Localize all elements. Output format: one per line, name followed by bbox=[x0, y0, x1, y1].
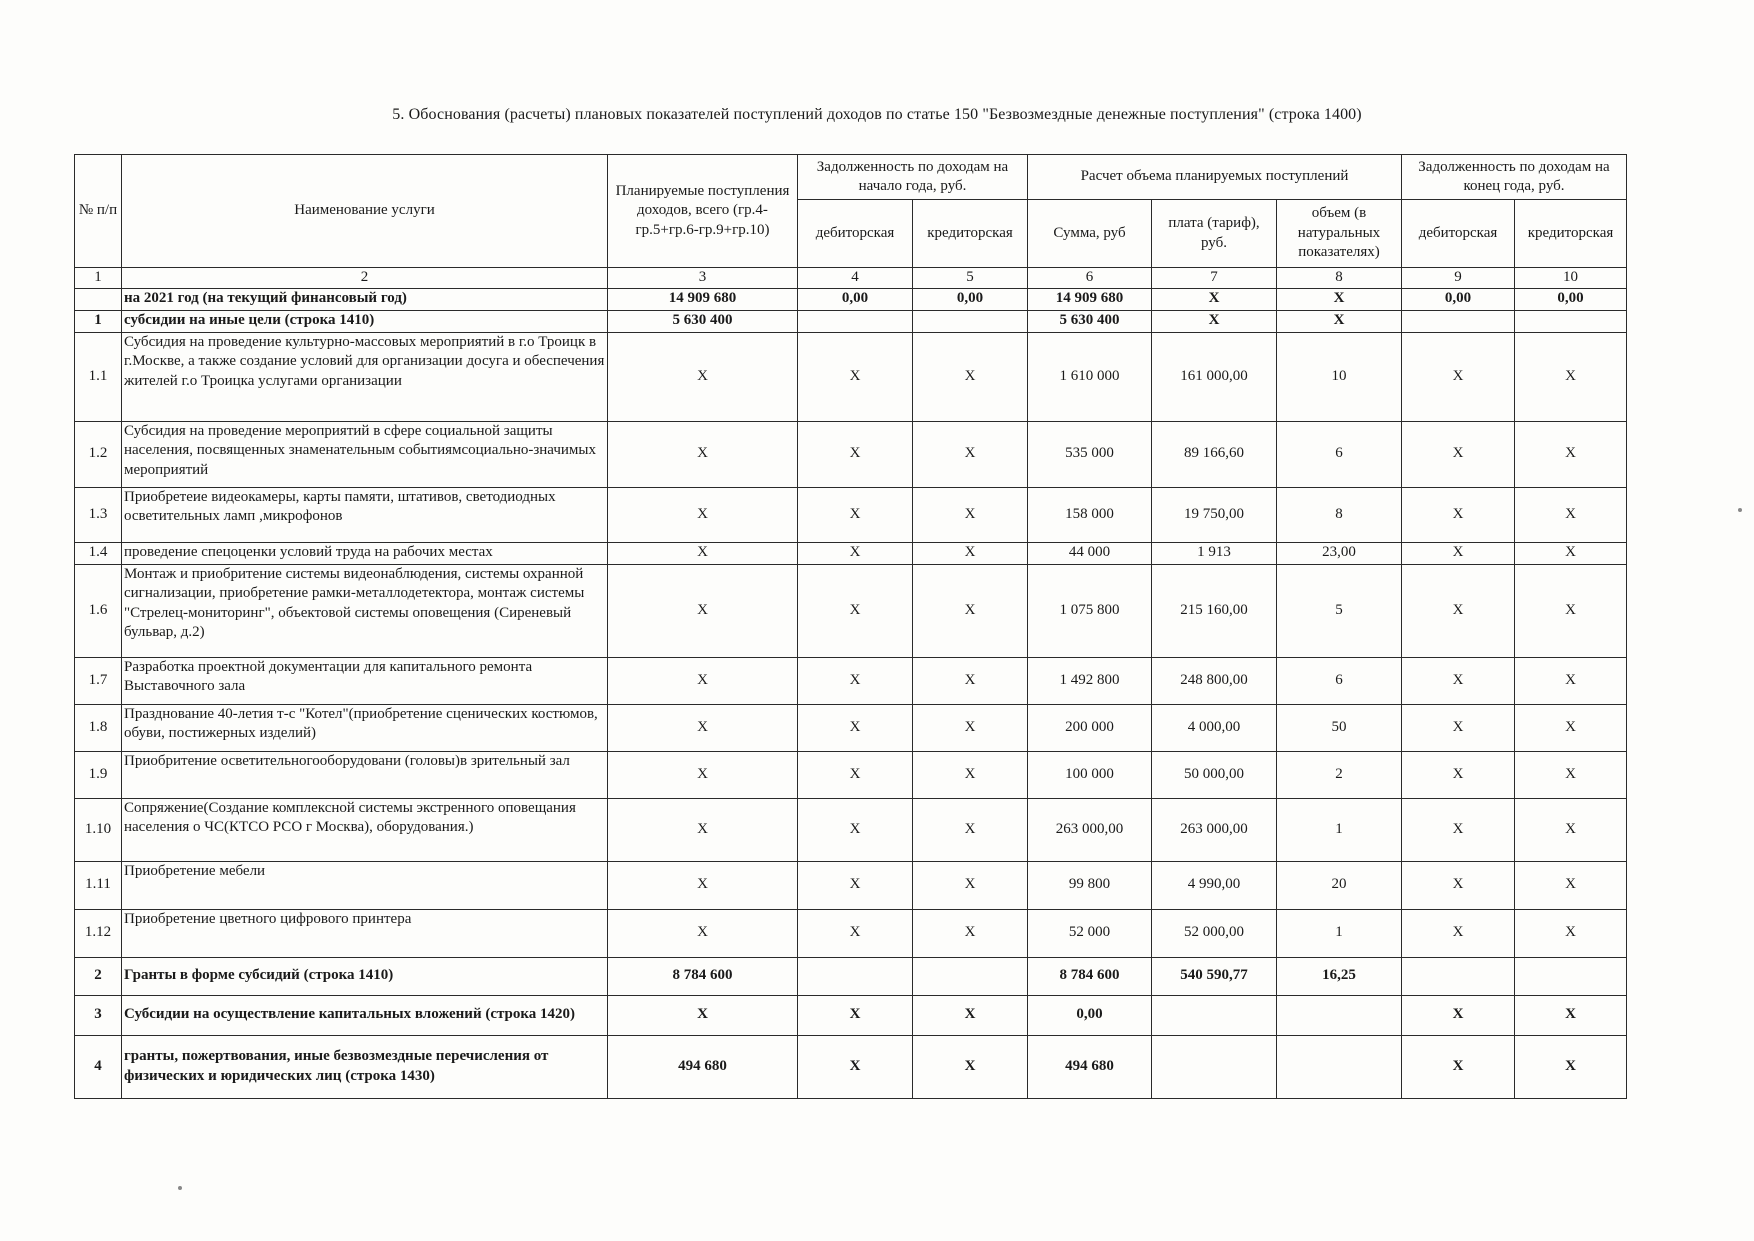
row-planned: Х bbox=[608, 487, 798, 542]
header-calc: Расчет объема планируемых поступлений bbox=[1028, 155, 1402, 200]
row-credit-end bbox=[1515, 957, 1627, 995]
row-credit-end: Х bbox=[1515, 798, 1627, 861]
row-num: 1.6 bbox=[75, 564, 122, 657]
table-row bbox=[75, 861, 1627, 909]
column-number-row bbox=[75, 268, 1627, 289]
table-row bbox=[75, 542, 1627, 564]
row-debit-end: Х bbox=[1402, 704, 1515, 751]
row-credit-start: Х bbox=[913, 657, 1028, 704]
row-debit-end: Х bbox=[1402, 657, 1515, 704]
row-volume: 2 bbox=[1277, 751, 1402, 798]
row-name: Приобритение осветительногооборудовани (головы)в зрительный зал bbox=[122, 751, 608, 798]
row-num: 1.10 bbox=[75, 798, 122, 861]
header-num: № п/п bbox=[75, 155, 122, 268]
header-name: Наименование услуги bbox=[122, 155, 608, 268]
row-volume: 6 bbox=[1277, 421, 1402, 487]
row-tariff: 248 800,00 bbox=[1152, 657, 1277, 704]
col-number: 9 bbox=[1402, 268, 1515, 289]
row-debit-start: Х bbox=[798, 421, 913, 487]
row-planned: Х bbox=[608, 704, 798, 751]
row-debit-end: 0,00 bbox=[1402, 288, 1515, 310]
col-number: 5 bbox=[913, 268, 1028, 289]
row-debit-start bbox=[798, 310, 913, 332]
row-tariff: 4 990,00 bbox=[1152, 861, 1277, 909]
row-credit-end: 0,00 bbox=[1515, 288, 1627, 310]
row-sum: 14 909 680 bbox=[1028, 288, 1152, 310]
scan-speck bbox=[178, 1186, 182, 1190]
row-volume: 6 bbox=[1277, 657, 1402, 704]
col-number: 1 bbox=[75, 268, 122, 289]
row-debit-start: Х bbox=[798, 909, 913, 957]
row-name: Приобретение мебели bbox=[122, 861, 608, 909]
row-name: Сопряжение(Создание комплексной системы экстренного оповещания населения о ЧС(КТСО РСО г Москва), оборудования.) bbox=[122, 798, 608, 861]
row-debit-end: Х bbox=[1402, 564, 1515, 657]
row-name: гранты, пожертвования, иные безвозмездные перечисления от физических и юридических лиц (строка 1430) bbox=[122, 1035, 608, 1098]
header-tariff: плата (тариф), руб. bbox=[1152, 200, 1277, 268]
row-num: 1.8 bbox=[75, 704, 122, 751]
table-row bbox=[75, 909, 1627, 957]
row-credit-start: Х bbox=[913, 798, 1028, 861]
table-row bbox=[75, 487, 1627, 542]
col-number: 7 bbox=[1152, 268, 1277, 289]
row-volume: 23,00 bbox=[1277, 542, 1402, 564]
header-debit-end: дебиторская bbox=[1402, 200, 1515, 268]
row-credit-start: Х bbox=[913, 861, 1028, 909]
row-tariff: 215 160,00 bbox=[1152, 564, 1277, 657]
row-credit-start: 0,00 bbox=[913, 288, 1028, 310]
row-sum: 99 800 bbox=[1028, 861, 1152, 909]
row-credit-start: Х bbox=[913, 542, 1028, 564]
row-debit-start: Х bbox=[798, 861, 913, 909]
row-sum: 494 680 bbox=[1028, 1035, 1152, 1098]
row-debit-start: Х bbox=[798, 995, 913, 1035]
scan-speck bbox=[1738, 508, 1742, 512]
row-volume: 10 bbox=[1277, 332, 1402, 421]
row-volume bbox=[1277, 995, 1402, 1035]
row-debit-end bbox=[1402, 957, 1515, 995]
header-planned: Планируемые поступления доходов, всего (гр.4-гр.5+гр.6-гр.9+гр.10) bbox=[608, 155, 798, 268]
row-credit-start bbox=[913, 957, 1028, 995]
revenue-table bbox=[74, 154, 1627, 1099]
row-volume: 1 bbox=[1277, 909, 1402, 957]
row-num: 3 bbox=[75, 995, 122, 1035]
row-volume: 50 bbox=[1277, 704, 1402, 751]
row-planned: Х bbox=[608, 909, 798, 957]
col-number: 4 bbox=[798, 268, 913, 289]
row-planned: Х bbox=[608, 751, 798, 798]
row-debit-start: Х bbox=[798, 564, 913, 657]
row-tariff: 263 000,00 bbox=[1152, 798, 1277, 861]
row-name: Субсидия на проведение мероприятий в сфере социальной защиты населения, посвященных знаменательным событиямсоциально-значимых мероприятий bbox=[122, 421, 608, 487]
row-planned: Х bbox=[608, 332, 798, 421]
row-tariff: Х bbox=[1152, 310, 1277, 332]
row-debit-end: Х bbox=[1402, 995, 1515, 1035]
row-debit-end: Х bbox=[1402, 798, 1515, 861]
row-num: 1.12 bbox=[75, 909, 122, 957]
row-sum: 100 000 bbox=[1028, 751, 1152, 798]
row-name: проведение спецоценки условий труда на рабочих местах bbox=[122, 542, 608, 564]
row-planned: Х bbox=[608, 861, 798, 909]
row-debit-end: Х bbox=[1402, 332, 1515, 421]
row-credit-end: Х bbox=[1515, 332, 1627, 421]
table-row bbox=[75, 310, 1627, 332]
row-sum: 44 000 bbox=[1028, 542, 1152, 564]
table-row bbox=[75, 657, 1627, 704]
row-sum: 1 075 800 bbox=[1028, 564, 1152, 657]
row-credit-end: Х bbox=[1515, 861, 1627, 909]
row-num: 2 bbox=[75, 957, 122, 995]
row-num: 1.2 bbox=[75, 421, 122, 487]
row-sum: 8 784 600 bbox=[1028, 957, 1152, 995]
table-row bbox=[75, 1035, 1627, 1098]
row-credit-end: Х bbox=[1515, 909, 1627, 957]
row-sum: 535 000 bbox=[1028, 421, 1152, 487]
row-debit-start bbox=[798, 957, 913, 995]
table-row bbox=[75, 957, 1627, 995]
table-row bbox=[75, 751, 1627, 798]
row-credit-start: Х bbox=[913, 1035, 1028, 1098]
table-row bbox=[75, 798, 1627, 861]
row-planned: Х bbox=[608, 798, 798, 861]
row-volume bbox=[1277, 1035, 1402, 1098]
row-sum: 1 610 000 bbox=[1028, 332, 1152, 421]
row-debit-end: Х bbox=[1402, 751, 1515, 798]
table-row bbox=[75, 332, 1627, 421]
row-name: Субсидии на осуществление капитальных вложений (строка 1420) bbox=[122, 995, 608, 1035]
col-number: 10 bbox=[1515, 268, 1627, 289]
col-number: 8 bbox=[1277, 268, 1402, 289]
row-tariff: 52 000,00 bbox=[1152, 909, 1277, 957]
row-credit-start: Х bbox=[913, 751, 1028, 798]
col-number: 3 bbox=[608, 268, 798, 289]
row-tariff: 1 913 bbox=[1152, 542, 1277, 564]
row-planned: Х bbox=[608, 657, 798, 704]
row-num: 1.1 bbox=[75, 332, 122, 421]
row-tariff: Х bbox=[1152, 288, 1277, 310]
row-credit-end: Х bbox=[1515, 995, 1627, 1035]
row-credit-end: Х bbox=[1515, 487, 1627, 542]
row-num: 1.9 bbox=[75, 751, 122, 798]
row-debit-end: Х bbox=[1402, 487, 1515, 542]
row-debit-end: Х bbox=[1402, 421, 1515, 487]
col-number: 2 bbox=[122, 268, 608, 289]
row-sum: 52 000 bbox=[1028, 909, 1152, 957]
row-volume: 5 bbox=[1277, 564, 1402, 657]
row-debit-start: Х bbox=[798, 798, 913, 861]
row-num: 4 bbox=[75, 1035, 122, 1098]
row-credit-end: Х bbox=[1515, 657, 1627, 704]
row-planned: 8 784 600 bbox=[608, 957, 798, 995]
header-credit-end: кредиторская bbox=[1515, 200, 1627, 268]
row-planned: 14 909 680 bbox=[608, 288, 798, 310]
header-debt-end: Задолженность по доходам на конец года, руб. bbox=[1402, 155, 1627, 200]
table-row bbox=[75, 421, 1627, 487]
col-number: 6 bbox=[1028, 268, 1152, 289]
row-debit-start: Х bbox=[798, 751, 913, 798]
row-credit-start: Х bbox=[913, 332, 1028, 421]
row-tariff: 50 000,00 bbox=[1152, 751, 1277, 798]
row-name: Приобретение цветного цифрового принтера bbox=[122, 909, 608, 957]
row-num: 1 bbox=[75, 310, 122, 332]
row-planned: 5 630 400 bbox=[608, 310, 798, 332]
row-num: 1.7 bbox=[75, 657, 122, 704]
row-name: Монтаж и приобритение системы видеонаблюдения, системы охранной сигнализации, приобретение рамки-металлодетектора, монтаж системы "Стрелец-мониторинг", объектовой системы оповещения (Сиреневый бульвар, д.2) bbox=[122, 564, 608, 657]
row-tariff: 540 590,77 bbox=[1152, 957, 1277, 995]
table-row bbox=[75, 995, 1627, 1035]
row-debit-start: Х bbox=[798, 542, 913, 564]
row-volume: Х bbox=[1277, 310, 1402, 332]
row-credit-end: Х bbox=[1515, 564, 1627, 657]
row-name: Приобретеие видеокамеры, карты памяти, штативов, светодиодных осветительных ламп ,микрофонов bbox=[122, 487, 608, 542]
row-credit-start: Х bbox=[913, 487, 1028, 542]
page-title: 5. Обоснования (расчеты) плановых показателей поступлений доходов по статье 150 "Безвозмездные денежные поступления" (строка 1400) bbox=[392, 106, 1362, 123]
header-debit: дебиторская bbox=[798, 200, 913, 268]
row-sum: 1 492 800 bbox=[1028, 657, 1152, 704]
row-debit-end: Х bbox=[1402, 861, 1515, 909]
row-credit-end: Х bbox=[1515, 704, 1627, 751]
row-tariff: 4 000,00 bbox=[1152, 704, 1277, 751]
table-row bbox=[75, 288, 1627, 310]
row-credit-start: Х bbox=[913, 564, 1028, 657]
row-tariff bbox=[1152, 1035, 1277, 1098]
row-volume: 20 bbox=[1277, 861, 1402, 909]
row-debit-end: Х bbox=[1402, 1035, 1515, 1098]
row-name: Субсидия на проведение культурно-массовых мероприятий в г.о Троицк в г.Москве, а также создание условий для организации досуга и обеспечения жителей г.о Троицка услугами организации bbox=[122, 332, 608, 421]
row-name: Разработка проектной документации для капитального ремонта Выставочного зала bbox=[122, 657, 608, 704]
row-tariff: 161 000,00 bbox=[1152, 332, 1277, 421]
row-credit-start: Х bbox=[913, 704, 1028, 751]
row-debit-start: Х bbox=[798, 657, 913, 704]
row-debit-end bbox=[1402, 310, 1515, 332]
row-debit-end: Х bbox=[1402, 909, 1515, 957]
row-debit-start: Х bbox=[798, 1035, 913, 1098]
row-tariff: 89 166,60 bbox=[1152, 421, 1277, 487]
row-sum: 158 000 bbox=[1028, 487, 1152, 542]
row-credit-end: Х bbox=[1515, 1035, 1627, 1098]
header-credit: кредиторская bbox=[913, 200, 1028, 268]
row-name: на 2021 год (на текущий финансовый год) bbox=[122, 288, 608, 310]
row-planned: Х bbox=[608, 542, 798, 564]
row-credit-start bbox=[913, 310, 1028, 332]
row-num bbox=[75, 288, 122, 310]
row-credit-end: Х bbox=[1515, 751, 1627, 798]
row-sum: 200 000 bbox=[1028, 704, 1152, 751]
row-debit-start: 0,00 bbox=[798, 288, 913, 310]
row-credit-start: Х bbox=[913, 909, 1028, 957]
row-planned: Х bbox=[608, 995, 798, 1035]
row-debit-start: Х bbox=[798, 487, 913, 542]
table-row bbox=[75, 704, 1627, 751]
row-sum: 0,00 bbox=[1028, 995, 1152, 1035]
row-num: 1.3 bbox=[75, 487, 122, 542]
header-volume: объем (в натуральных показателях) bbox=[1277, 200, 1402, 268]
row-credit-end: Х bbox=[1515, 421, 1627, 487]
row-debit-start: Х bbox=[798, 332, 913, 421]
row-credit-start: Х bbox=[913, 995, 1028, 1035]
row-volume: 16,25 bbox=[1277, 957, 1402, 995]
row-num: 1.4 bbox=[75, 542, 122, 564]
row-tariff bbox=[1152, 995, 1277, 1035]
row-planned: Х bbox=[608, 421, 798, 487]
row-debit-end: Х bbox=[1402, 542, 1515, 564]
row-sum: 263 000,00 bbox=[1028, 798, 1152, 861]
row-volume: 8 bbox=[1277, 487, 1402, 542]
row-name: Празднование 40-летия т-с "Котел"(приобретение сценических костюмов, обуви, постижерных изделий) bbox=[122, 704, 608, 751]
row-debit-start: Х bbox=[798, 704, 913, 751]
header-sum: Сумма, руб bbox=[1028, 200, 1152, 268]
row-name: субсидии на иные цели (строка 1410) bbox=[122, 310, 608, 332]
table-row bbox=[75, 564, 1627, 657]
row-credit-start: Х bbox=[913, 421, 1028, 487]
row-planned: 494 680 bbox=[608, 1035, 798, 1098]
row-planned: Х bbox=[608, 564, 798, 657]
header-debt-start: Задолженность по доходам на начало года, руб. bbox=[798, 155, 1028, 200]
row-credit-end bbox=[1515, 310, 1627, 332]
row-volume: Х bbox=[1277, 288, 1402, 310]
row-credit-end: Х bbox=[1515, 542, 1627, 564]
row-volume: 1 bbox=[1277, 798, 1402, 861]
row-name: Гранты в форме субсидий (строка 1410) bbox=[122, 957, 608, 995]
row-num: 1.11 bbox=[75, 861, 122, 909]
row-tariff: 19 750,00 bbox=[1152, 487, 1277, 542]
row-sum: 5 630 400 bbox=[1028, 310, 1152, 332]
